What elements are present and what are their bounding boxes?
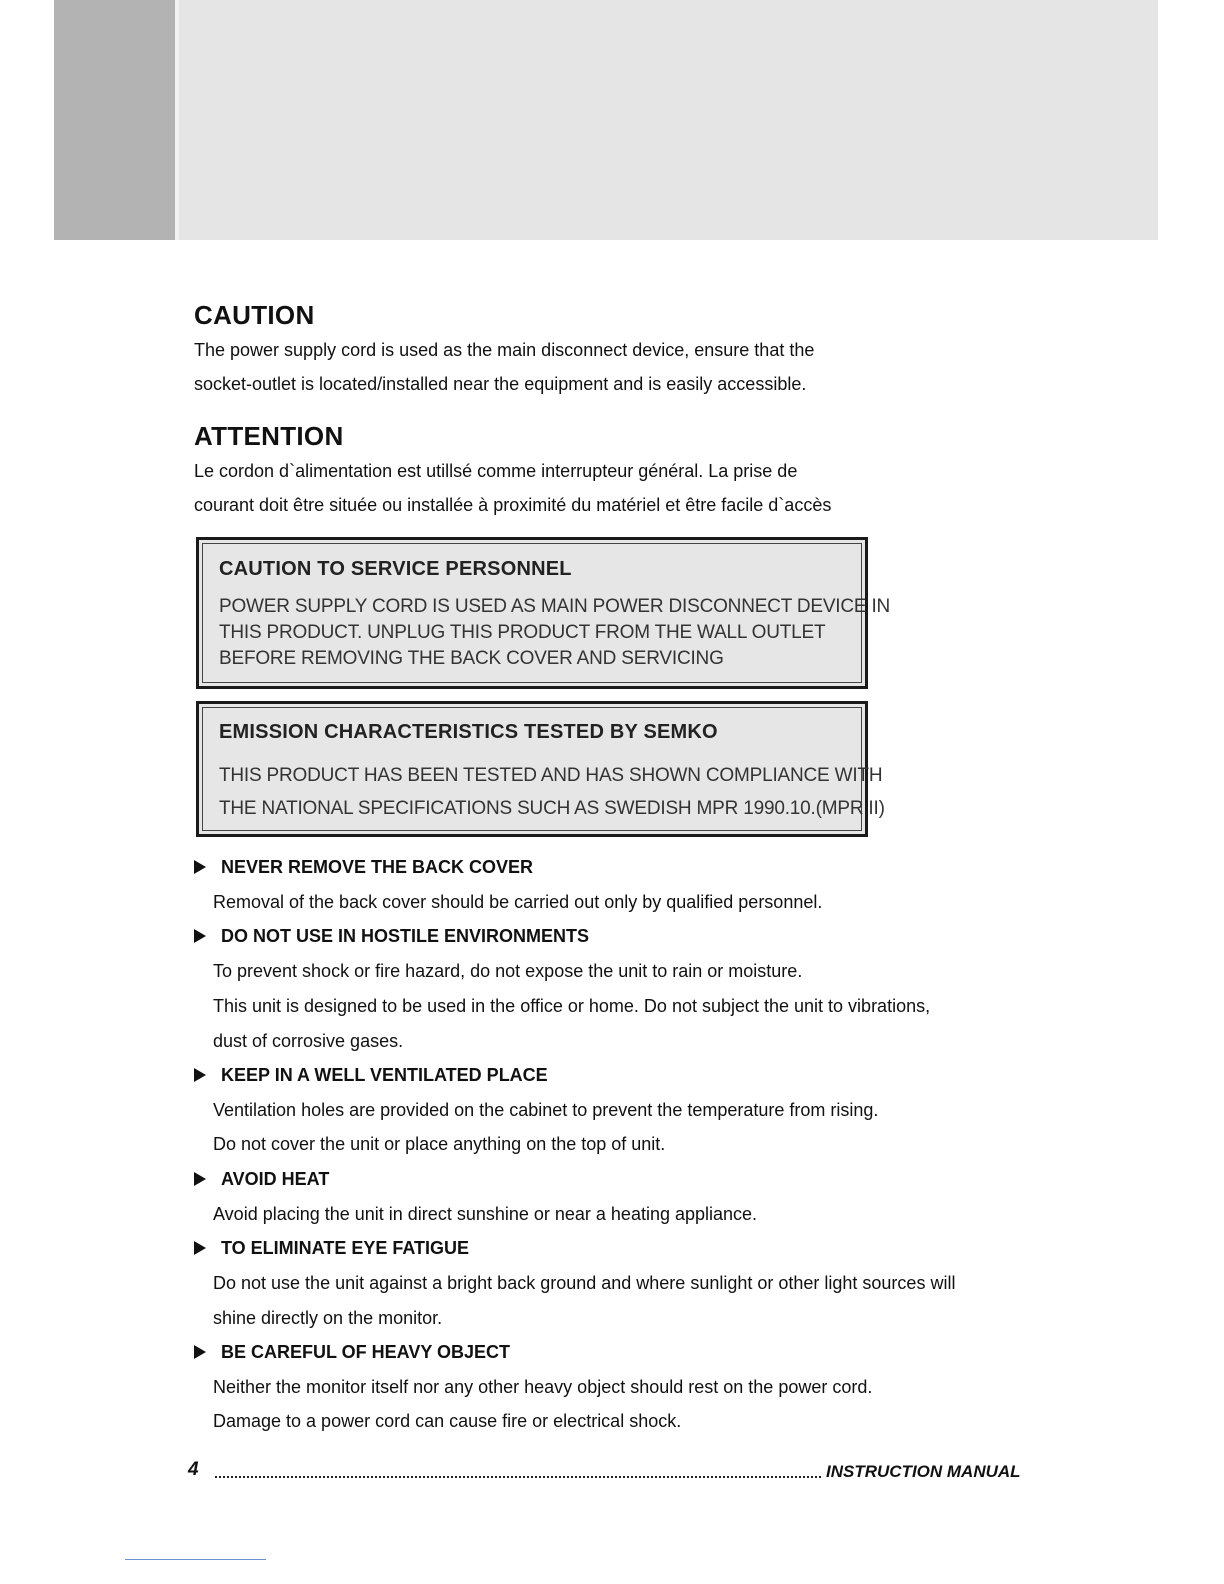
attention-line: Le cordon d`alimentation est utillsé comme interrupteur général. La prise de — [194, 461, 798, 481]
section-heading-text: DO NOT USE IN HOSTILE ENVIRONMENTS — [221, 926, 590, 946]
section-heading-text: AVOID HEAT — [221, 1169, 330, 1189]
section-body-line: To prevent shock or fire hazard, do not expose the unit to rain or moisture. — [213, 961, 803, 981]
bottom-divider — [125, 1559, 266, 1560]
triangle-bullet-icon — [194, 1172, 206, 1186]
caution-line: socket-outlet is located/installed near the equipment and is easily accessible. — [194, 374, 807, 394]
attention-line: courant doit être située ou installée à proximité du matériel et être facile d`accès — [194, 495, 832, 515]
section-body-line: Avoid placing the unit in direct sunshine or near a heating appliance. — [213, 1204, 758, 1224]
service-box-line: POWER SUPPLY CORD IS USED AS MAIN POWER DISCONNECT DEVICE IN — [219, 596, 891, 617]
section-heading-text: TO ELIMINATE EYE FATIGUE — [221, 1238, 470, 1258]
section-body-line: shine directly on the monitor. — [213, 1308, 443, 1328]
service-box-line: THIS PRODUCT. UNPLUG THIS PRODUCT FROM THE WALL OUTLET — [219, 622, 826, 643]
section-body-line: This unit is designed to be used in the office or home. Do not subject the unit to vibrations, — [213, 996, 931, 1016]
header-band — [54, 0, 1158, 240]
service-box-title: CAUTION TO SERVICE PERSONNEL — [219, 558, 572, 580]
section-body-line: Ventilation holes are provided on the cabinet to prevent the temperature from rising. — [213, 1100, 879, 1120]
footer-manual-title: INSTRUCTION MANUAL — [826, 1462, 1021, 1481]
section-body-line: Damage to a power cord can cause fire or electrical shock. — [213, 1411, 682, 1431]
section-heading — [194, 1169, 329, 1190]
section-body-line: Removal of the back cover should be carried out only by qualified personnel. — [213, 892, 823, 912]
service-caution-box — [196, 537, 891, 689]
section-body-line: Do not use the unit against a bright back ground and where sunlight or other light sources will — [213, 1273, 956, 1293]
section-heading-text: NEVER REMOVE THE BACK COVER — [221, 857, 534, 877]
section-body-line: dust of corrosive gases. — [213, 1031, 404, 1051]
emission-box-title: EMISSION CHARACTERISTICS TESTED BY SEMKO — [219, 721, 718, 743]
section-heading — [194, 1238, 469, 1259]
footer-page-number: 4 — [188, 1459, 199, 1480]
service-box-line: BEFORE REMOVING THE BACK COVER AND SERVICING — [219, 648, 724, 669]
emission-box — [196, 701, 885, 837]
section-body-line: Do not cover the unit or place anything on the top of unit. — [213, 1134, 666, 1154]
emission-box-line: THIS PRODUCT HAS BEEN TESTED AND HAS SHOWN COMPLIANCE WITH — [219, 765, 883, 786]
section-heading-text: BE CAREFUL OF HEAVY OBJECT — [221, 1342, 511, 1362]
triangle-bullet-icon — [194, 860, 206, 874]
caution-line: The power supply cord is used as the main disconnect device, ensure that the — [194, 340, 815, 360]
footer-dotted-leader — [215, 1476, 821, 1478]
header-tab — [54, 0, 179, 240]
caution-title: CAUTION — [194, 300, 315, 330]
section-heading — [194, 857, 533, 878]
triangle-bullet-icon — [194, 1241, 206, 1255]
triangle-bullet-icon — [194, 1068, 206, 1082]
triangle-bullet-icon — [194, 929, 206, 943]
section-heading — [194, 926, 589, 947]
emission-box-line: THE NATIONAL SPECIFICATIONS SUCH AS SWEDISH MPR 1990.10.(MPR II) — [219, 798, 885, 819]
section-heading-text: KEEP IN A WELL VENTILATED PLACE — [221, 1065, 548, 1085]
section-body-line: Neither the monitor itself nor any other heavy object should rest on the power cord. — [213, 1377, 873, 1397]
section-heading — [194, 1342, 510, 1363]
triangle-bullet-icon — [194, 1345, 206, 1359]
section-heading — [194, 1065, 548, 1086]
attention-title: ATTENTION — [194, 421, 344, 451]
